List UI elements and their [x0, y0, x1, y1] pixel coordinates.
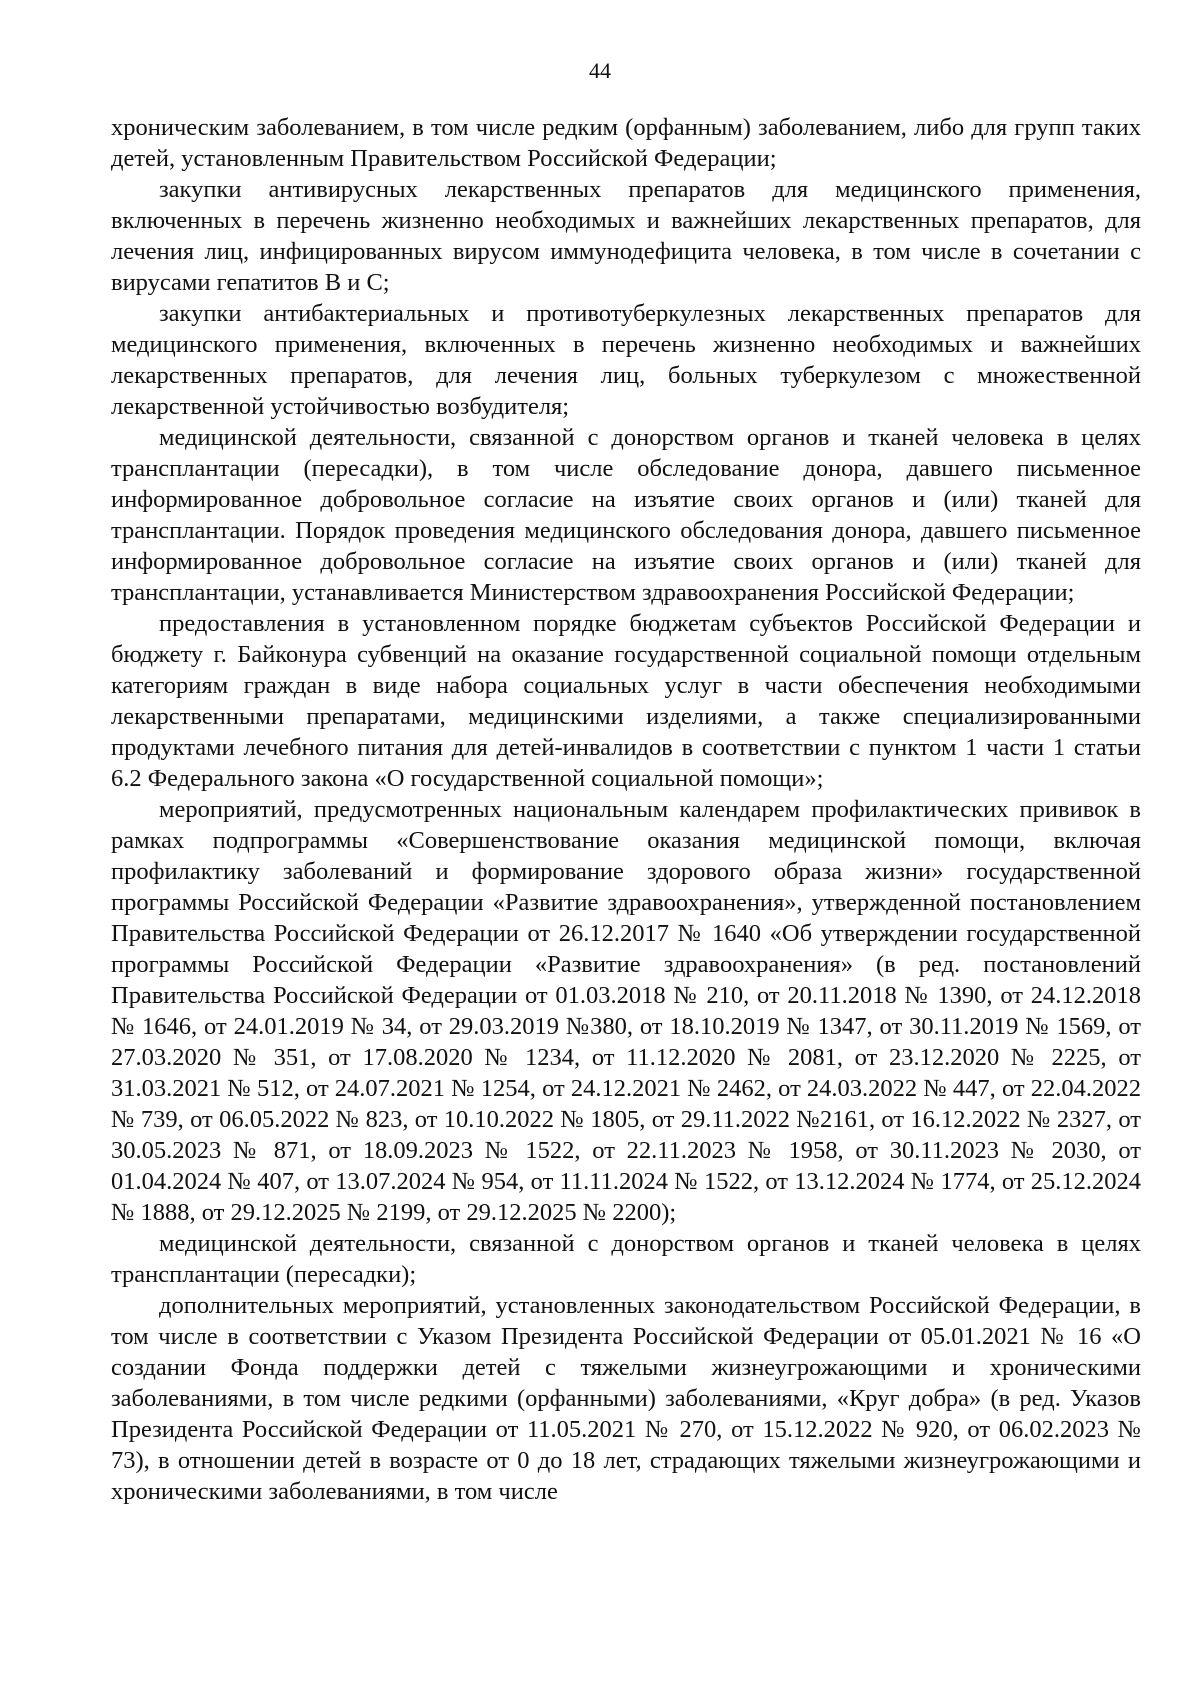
paragraph-additional-measures: дополнительных мероприятий, установленных законодательством Российской Федерации, в том числе в соответствии с Указом Президента Российской Федерации от 05.01.2021 № 16 «О создании Фонда поддержки детей с тяжелыми жизнеугрожающими и хроническими заболеваниями, в том числе редкими (орфанными) заболеваниями, «Круг добра» (в ред. Указов Президента Российской Федерации от 11.05.2021 № 270, от 15.12.2022 № 920, от 06.02.2023 № 73), в отношении детей в возрасте от 0 до 18 лет, страдающих тяжелыми жизнеугрожающими и хроническими заболеваниями, в том числе [111, 1292, 1141, 1505]
paragraph-vaccination-calendar: мероприятий, предусмотренных национальным календарем профилактических прививок в рамках подпрограммы «Совершенствование оказания медицинской помощи, включая профилактику заболеваний и формирование здорового образа жизни» государственной программы Российской Федерации «Развитие здравоохранения», утвержденной постановлением Правительства Российской Федерации от 26.12.2017 № 1640 «Об утверждении государственной программы Российской Федерации «Развитие здравоохранения» (в ред. постановлений Правительства Российской Федерации от 01.03.2018 № 210, от 20.11.2018 № 1390, от 24.12.2018 № 1646, от 24.01.2019 № 34, от 29.03.2019 №380, от 18.10.2019 № 1347, от 30.11.2019 № 1569, от 27.03.2020 № 351, от 17.08.2020 № 1234, от 11.12.2020 № 2081, от 23.12.2020 № 2225, от 31.03.2021 № 512, от 24.07.2021 № 1254, от 24.12.2021 № 2462, от 24.03.2022 № 447, от 22.04.2022 № 739, от 06.05.2022 № 823, от 10.10.2022 № 1805, от 29.11.2022 №2161, от 16.12.2022 № 2327, от 30.05.2023 № 871, от 18.09.2023 № 1522, от 22.11.2023 № 1958, от 30.11.2023 № 2030, от 01.04.2024 № 407, от 13.07.2024 № 954, от 11.11.2024 № 1522, от 13.12.2024 № 1774, от 25.12.2024 № 1888, от 29.12.2025 № 2199, от 29.12.2025 № 2200); [111, 796, 1141, 1226]
page-number: 44 [589, 58, 611, 83]
document-body [111, 112, 1141, 1507]
paragraph-antiviral-purchases: закупки антивирусных лекарственных препаратов для медицинского применения, включенных в перечень жизненно необходимых и важнейших лекарственных препаратов, для лечения лиц, инфицированных вирусом иммунодефицита человека, в том числе в сочетании с вирусами гепатитов B и C; [111, 176, 1141, 296]
paragraph-donation-medical-activity: медицинской деятельности, связанной с донорством органов и тканей человека в целях трансплантации (пересадки), в том числе обследование донора, давшего письменное информированное добровольное согласие на изъятие своих органов и (или) тканей для трансплантации. Порядок проведения медицинского обследования донора, давшего письменное информированное добровольное согласие на изъятие своих органов и (или) тканей для трансплантации, устанавливается Министерством здравоохранения Российской Федерации; [111, 424, 1141, 606]
paragraph-subventions: предоставления в установленном порядке бюджетам субъектов Российской Федерации и бюджету г. Байконура субвенций на оказание государственной социальной помощи отдельным категориям граждан в виде набора социальных услуг в части обеспечения необходимыми лекарственными препаратами, медицинскими изделиями, а также специализированными продуктами лечебного питания для детей-инвалидов в соответствии с пунктом 1 части 1 статьи 6.2 Федерального закона «О государственной социальной помощи»; [111, 610, 1141, 792]
paragraph-antibacterial-purchases: закупки антибактериальных и противотуберкулезных лекарственных препаратов для медицинского применения, включенных в перечень жизненно необходимых и важнейших лекарственных препаратов, для лечения лиц, больных туберкулезом с множественной лекарственной устойчивостью возбудителя; [111, 300, 1141, 420]
paragraph-transplantation: медицинской деятельности, связанной с донорством органов и тканей человека в целях трансплантации (пересадки); [111, 1230, 1141, 1288]
paragraph-continuation: хроническим заболеванием, в том числе редким (орфанным) заболеванием, либо для групп таких детей, установленным Правительством Российской Федерации; [111, 114, 1141, 172]
